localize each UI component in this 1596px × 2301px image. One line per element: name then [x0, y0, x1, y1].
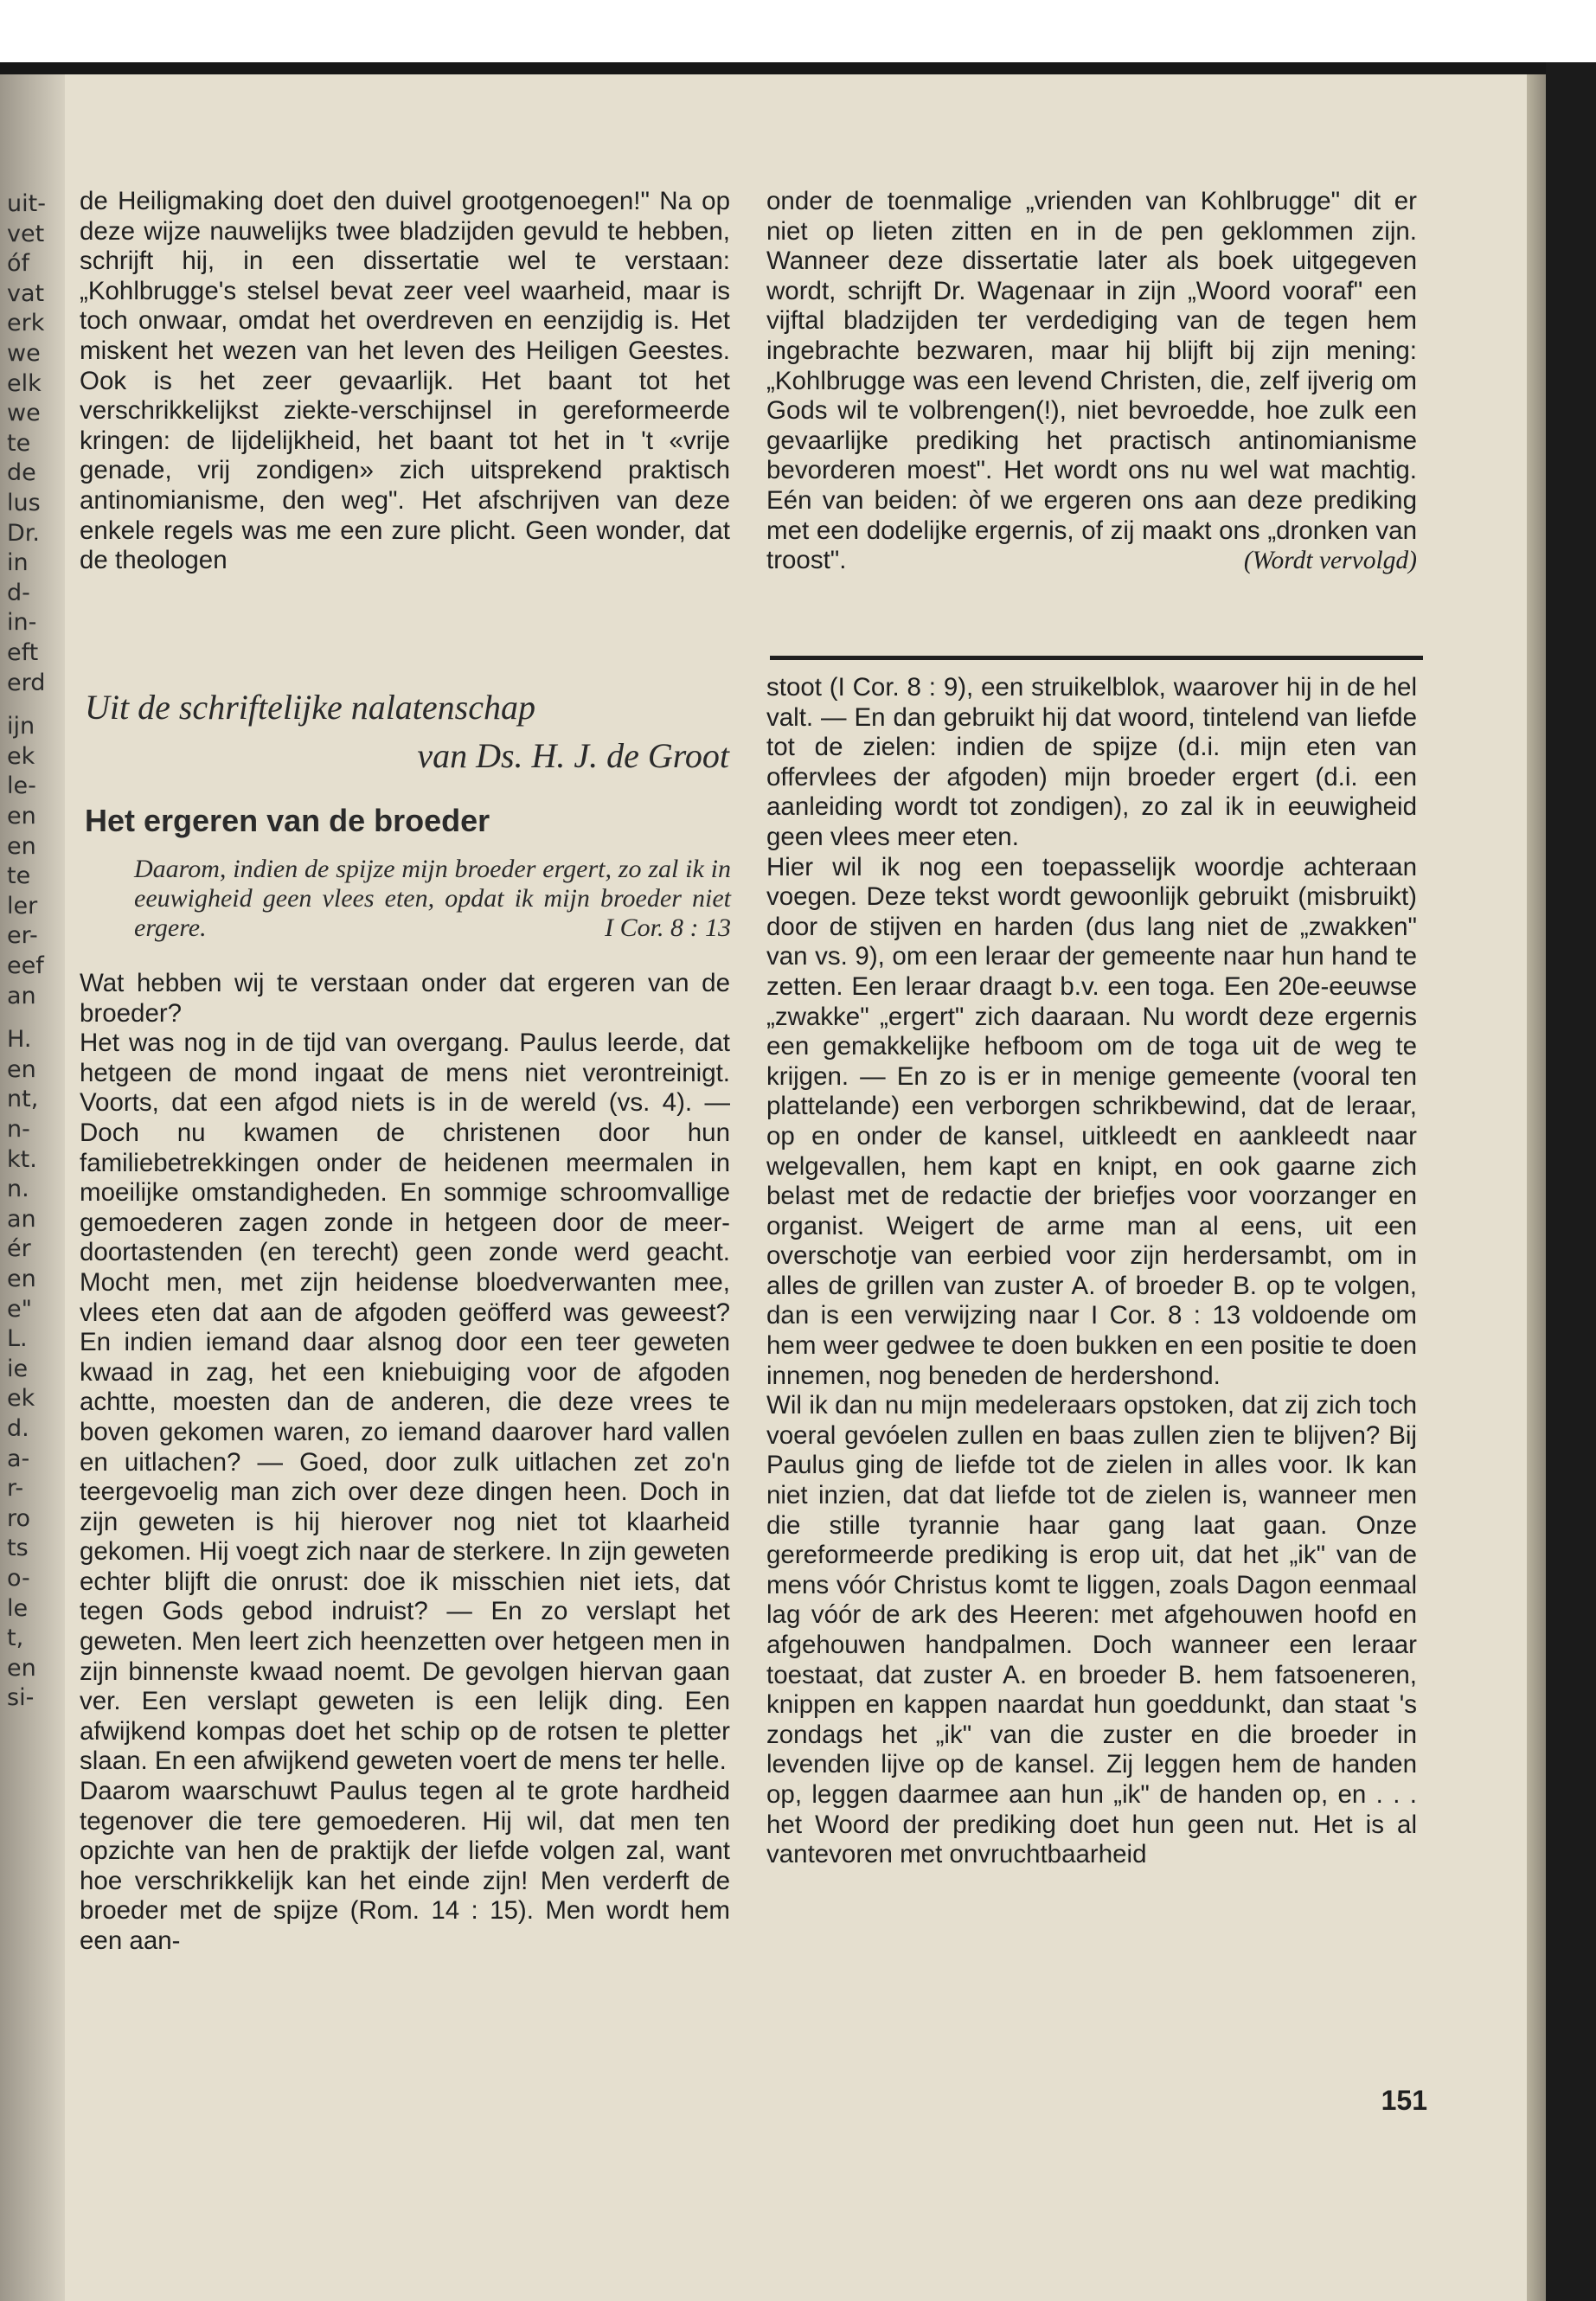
bleed-fragment: en: [7, 1266, 36, 1292]
motto-reference: I Cor. 8 : 13: [605, 913, 731, 942]
bleed-fragment: uit-: [7, 190, 46, 217]
bleed-fragment: te: [7, 429, 31, 457]
bleed-fragment: en: [7, 832, 36, 860]
bleed-fragment: ro: [7, 1504, 31, 1532]
bleed-fragment: ér: [7, 1235, 31, 1263]
bleed-fragment: vat: [7, 279, 45, 307]
bleed-fragment: L.: [7, 1325, 28, 1353]
body-paragraph: Wil ik dan nu mijn medeleraars opstoken, dat zij zich toch voeral gevóelen zullen en baas zullen zien te blijven? Bij Paulus ging de liefde tot de zielen in alles voor. Ik kan niet inzien, dat dat liefde tot de zielen is, wanneer men die stille tyrannie haar gang laat gaan. Onze gereformeerde prediking is erop uit, dat het „ik" van de mens vóór Christus komt te liggen, zoals Dagon eenmaal lag vóór de ark des Heeren: met afgehouwen hoofd en afgehouwen handpalmen. Doch wanneer een leraar toestaat, dat zuster A. en broeder B. hem fatsoeneren, knippen en kappen naardat hun goeddunkt, dan staat 's zondags het „ik" van die zuster en die broeder in levenden lijve op de kansel. Zij leggen hem de handen op, leggen daarmee aan hun „ik" de handen op, en . . . het Woord der prediking doet hun geen nut. Het is al vantevoren met onvruchtbaarheid: [766, 1391, 1417, 1869]
bleed-fragment: H.: [7, 1026, 32, 1054]
bleed-fragment: lus: [7, 490, 41, 516]
continued-paragraph-end: [766, 187, 1417, 576]
bleed-fragment: de: [7, 459, 36, 487]
bleed-fragment: eft: [7, 639, 39, 666]
bleed-fragment: le: [7, 1594, 29, 1622]
article-title: Het ergeren van de broeder: [85, 803, 490, 838]
body-paragraph: Hier wil ik nog een toepasselijk woordje achteraan voegen. Deze tekst wordt gewoonlijk gebruikt (misbruikt) door de stijven en harden (dus lang niet de „zwakken" van vs. 9), om een leraar der gemeente naar hun hand te zetten. Een leraar draagt b.v. een toga. Een 20e-eeuwse „zwakke" „ergert" zich daaraan. Nu wordt deze ergernis een gemakkelijke hefboom om de toga uit de weg te krijgen. — En zo is er in menige gemeente (vooral ten plattelande) een verborgen schrikbewind, dat de leraar, op en onder de kansel, uitkleedt en aankleedt naar welgevallen, hem kapt en knipt, en ook gaarne zich belast met de redactie der briefjes voor voorzanger en organist. Weigert de arme man al eens, uit een overschotje van eerbied voor zijn herdersambt, om in alles de grillen van zuster A. of broeder B. op te volgen, dan is een verwijzing naar I Cor. 8 : 13 voldoende om hem weer gedwee te doen bukken en een positie te doen innemen, nog beneden de herdershond.: [766, 852, 1417, 1390]
bleed-fragment: d-: [7, 579, 30, 606]
bleed-fragment: we: [7, 400, 41, 427]
bleed-fragment: eef: [7, 952, 44, 979]
body-paragraph: stoot (I Cor. 8 : 9), een struikelblok, waarover hij in de hel valt. — En dan gebruikt hij dat woord, tintelend van liefde tot de zielen: indien de spijze (d.i. mijn eten van offervlees der afgoden) mijn broeder ergert (d.i. een aanleiding wordt tot zondigen), zo zal ik in eeuwigheid geen vlees meer eten.: [766, 673, 1417, 851]
bleed-fragment: d.: [7, 1415, 29, 1442]
motto-text: Daarom, indien de spijze mijn broeder ergert, zo zal ik in eeuwigheid geen vlees eten, opdat ik mijn broeder niet ergere.: [134, 855, 731, 942]
bleed-fragment: t,: [7, 1625, 24, 1652]
bleed-fragment: elk: [7, 369, 42, 397]
continued-paragraph: de Heiligmaking doet den duivel grootgenoegen!" Na op deze wijze nauwelijks twee bladzijden gevuld te hebben, schrijft hij, in een dissertatie wel te verstaan: „Kohlbrugge's stelsel bevat zeer veel waarheid, maar is toch onwaar, omdat het overdreven en eenzijdig is. Het miskent het wezen van het leven des Heiligen Geestes. Ook is het zeer gevaarlijk. Het baant tot het verschrikkelijkst ziekte-verschijnsel in gereformeerde kringen: de lijdelijkheid, het baant tot het in 't «vrije genade, vrij zondigen» zich uitsprekend praktisch antinomianisme, den weg". Het afschrijven van deze enkele regels was me een zure plicht. Geen wonder, dat de theologen: [80, 187, 730, 575]
series-line-1: Uit de schriftelijke nalatenschap: [85, 688, 535, 727]
bleed-fragment: an: [7, 982, 36, 1009]
bleed-fragment: en: [7, 1654, 36, 1682]
bleed-fragment: erd: [7, 669, 46, 696]
column-1-top: [80, 187, 730, 576]
bleed-fragment: ijn: [7, 713, 35, 740]
bleed-fragment: a-: [7, 1445, 30, 1472]
bleed-fragment: in: [7, 549, 29, 577]
bleed-fragment: r-: [7, 1475, 24, 1503]
bleed-fragment: ler: [7, 892, 38, 920]
bleed-fragment: ie: [7, 1355, 29, 1382]
bleed-fragment: Dr.: [7, 519, 40, 547]
scan-right-border: [1546, 62, 1596, 2301]
bleed-fragment: o-: [7, 1565, 30, 1592]
bleed-fragment: we: [7, 340, 41, 367]
bleed-fragment: ts: [7, 1535, 29, 1562]
bleed-fragment: le-: [7, 772, 36, 800]
bleed-fragment: te: [7, 862, 31, 890]
bleed-fragment: an: [7, 1205, 36, 1233]
bleed-fragment: en: [7, 803, 36, 830]
bleed-fragment: e": [7, 1295, 33, 1323]
body-paragraph: Wat hebben wij te verstaan onder dat ergeren van de broeder?: [80, 969, 730, 1028]
bleed-fragment: en: [7, 1055, 36, 1083]
bible-motto: [134, 855, 731, 943]
bleed-fragment: in-: [7, 609, 37, 637]
bleed-fragment: er-: [7, 922, 38, 950]
column-2-top: [766, 187, 1417, 576]
bleed-fragment: vet: [7, 220, 45, 247]
bleed-fragment: óf: [7, 250, 30, 278]
bleed-fragment: si-: [7, 1684, 35, 1712]
column-1-body: [80, 969, 730, 1957]
body-paragraph: Daarom waarschuwt Paulus tegen al te grote hardheid tegenover die tere gemoederen. Hij wil, dat men ten opzichte van hen de praktijk der liefde volgen zal, want hoe verschrikkelijk kan het einde zijn! Men verderft de broeder met de spijze (Rom. 14 : 15). Men wordt hem een aan-: [80, 1777, 730, 1955]
bleed-fragment: kt.: [7, 1145, 37, 1173]
scan-top-border: [0, 62, 1596, 74]
column-2-body: [766, 673, 1417, 1870]
series-heading: [85, 683, 729, 780]
series-line-2: van Ds. H. J. de Groot: [417, 736, 729, 775]
bleed-fragment: n.: [7, 1176, 29, 1203]
bleed-fragment: ek: [7, 1385, 35, 1413]
to-be-continued: (Wordt vervolgd): [1243, 547, 1417, 575]
bleed-fragment: n-: [7, 1116, 30, 1143]
bleed-fragment: erk: [7, 310, 45, 337]
paragraph-text: onder de toenmalige „vrienden van Kohlbrugge" dit er niet op lieten zitten en in de pen geklommen zijn. Wanneer deze dissertatie later als boek uitgegeven wordt, schrijft Dr. Wagenaar in zijn „Woord vooraf" een vijftal bladzijden ter verdediging van de tegen hem ingebrachte bezwaren, maar hij blijft bij zijn mening: „Kohlbrugge was een levend Christen, die, zelf ijverig om Gods wil te volbrengen(!), niet bevroedde, hoe zulk een gevaarlijke prediking het practisch antinomianisme bevorderen moest". Het wordt ons nu wel wat machtig. Eén van beiden: òf we ergeren ons aan deze prediking met een dodelijke ergernis, of zij maakt ons „dronken van troost".: [766, 187, 1417, 575]
section-divider: [770, 656, 1423, 660]
page-number: 151: [1381, 2085, 1427, 2116]
page-right-edge: [1527, 62, 1546, 2301]
body-paragraph: Het was nog in de tijd van overgang. Paulus leerde, dat hetgeen de mond ingaat de mens niet verontreinigt. Voorts, dat een afgod niets is in de wereld (vs. 4). — Doch nu kwamen de christenen door hun familiebetrekkingen onder de heidenen meermalen in moeilijke omstandigheden. En sommige schroomvallige gemoederen zagen zonde in hetgeen door de meer-doortastenden (en terecht) geen zonde werd geacht. Mocht men, met zijn heidense bloedverwanten mee, vlees eten dat aan de afgoden geöfferd was geweest? En indien iemand daar alsnog door een teer geweten kwaad in zag, het een kniebuiging voor de afgoden achtte, moesten dan de anderen, die deze vrees te boven gekomen waren, zo iemand daarover hard vallen en uitlachen? — Goed, door zulk uitlachen zet zo'n teergevoelig man zich over deze dingen heen. Doch in zijn geweten is hij hierover nog niet tot klaarheid gekomen. Hij voegt zich naar de sterkere. In zijn geweten echter blijft die onrust: doe ik misschien niet iets, dat tegen Gods gebod indruist? — En zo verslapt het geweten. Men leert zich heenzetten over hetgeen men in zijn binnenste kwaad noemt. De gevolgen hiervan gaan ver. Een verslapt geweten is een lelijk ding. Een afwijkend kompas doet het schip op de rotsen te pletter slaan. En een afwijkend geweten voert de mens ter helle.: [80, 1029, 730, 1776]
bleed-fragment: nt,: [7, 1086, 39, 1113]
bleed-fragment: ek: [7, 742, 35, 770]
